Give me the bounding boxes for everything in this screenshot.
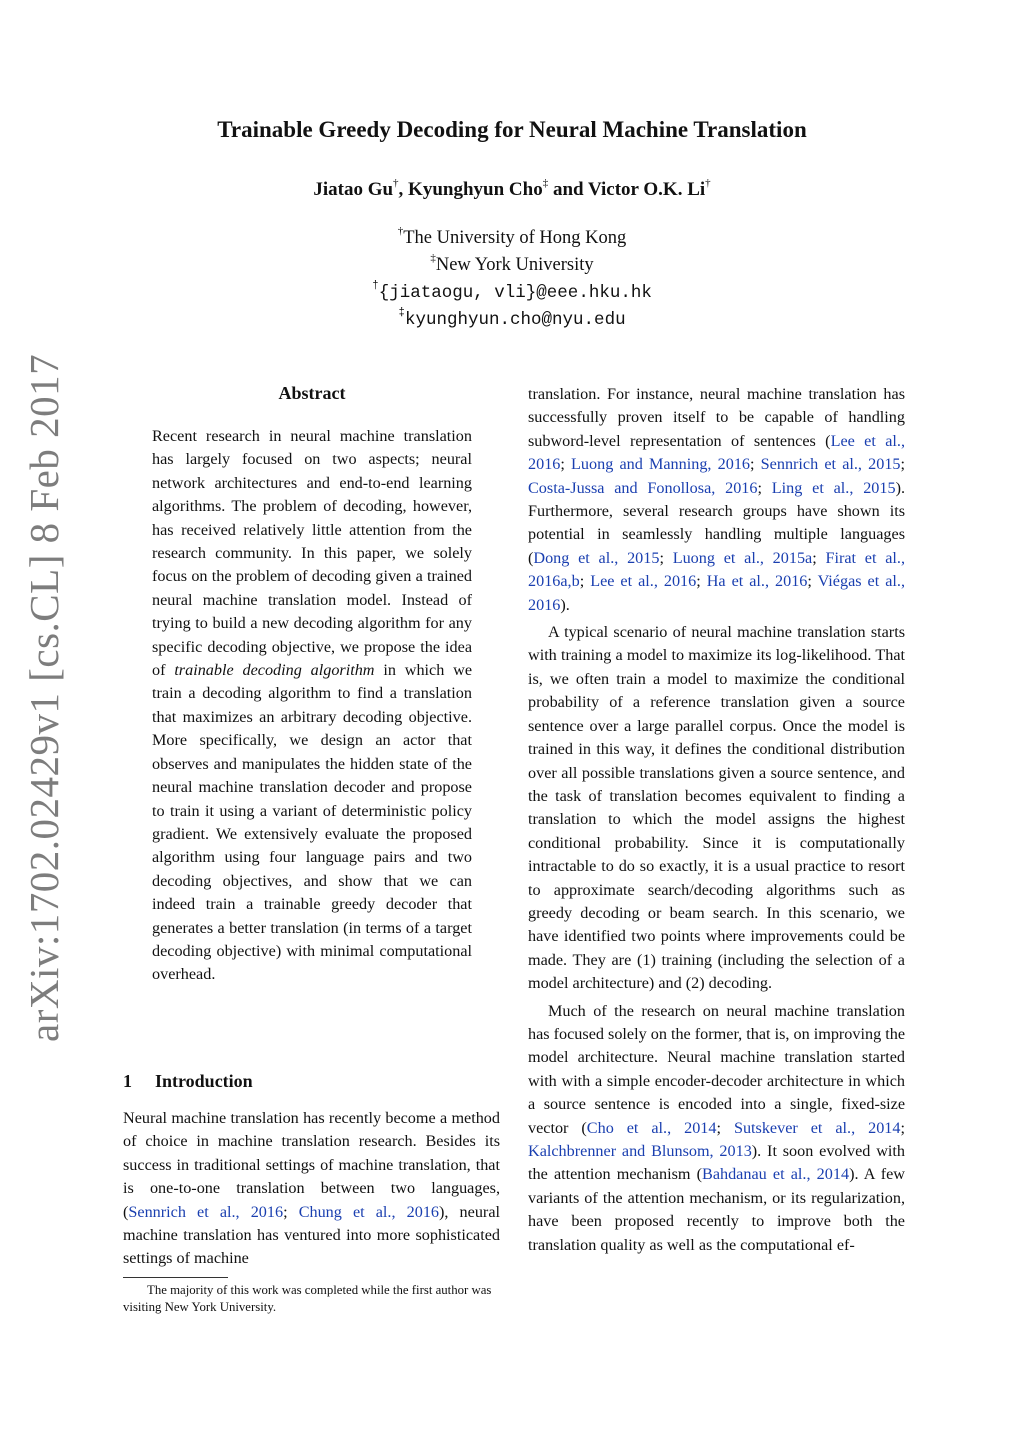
citation-link[interactable]: Luong et al., 2015a (672, 548, 813, 567)
author-name: Kyunghyun Cho (408, 179, 543, 200)
citation-link[interactable]: Bahdanau et al., 2014 (702, 1165, 850, 1184)
author-separator: , (398, 179, 409, 200)
affiliation-text: The University of Hong Kong (403, 228, 627, 248)
citation-separator: ; (579, 572, 591, 591)
body-text: ). It soon evolved with the attention mechanism ( (528, 1142, 905, 1184)
citation-separator: ; (283, 1202, 299, 1221)
affiliation-mark: ‡ (398, 307, 406, 319)
section-number: 1 (123, 1071, 132, 1091)
email-line (0, 307, 1024, 330)
right-column (528, 383, 905, 1257)
citation-separator: ; (900, 1118, 905, 1137)
body-text: ). (560, 595, 570, 614)
affiliation-line (0, 252, 1024, 276)
body-text: Much of the research on neural machine translation has focused solely on the former, that is, on improving the model architecture. Neural machine translation started with with a simple encoder-decoder architecture in which a source sentence is encoded into a single, fixed-size vector ( (528, 1001, 905, 1137)
body-paragraph: A typical scenario of neural machine translation starts with training a model to maximize its log-likelihood. That is, we often train a model to maximize the conditional probability of a reference translation given a source sentence over a large parallel corpus. Once the model is trained in this way, it defines the conditional distribution over all possible translations given a source sentence, and the task of translation becomes equivalent to finding a translation to which the model assigns the highest conditional probability. Since it is computationally intractable to do so exactly, it is a usual practice to resort to approximate search/decoding algorithms such as greedy decoding or beam search. In this scenario, we have identified two points where improvements could be made. They are (1) training (including the selection of a model architecture) and (2) decoding. (528, 623, 905, 993)
abstract-text: in which we train a decoding algorithm to find a translation that maximizes an arbitrary decoding objective. More specifically, we design an actor that observes and manipulates the hidden state of the neural machine translation decoder and propose to train it using a variant of deterministic policy gradient. We extensively evaluate the proposed algorithm using four language pairs and two decoding objectives, and show that we can indeed train a trainable greedy decoder that generates a better translation (in terms of a target decoding objective) with minimal computational overhead. (152, 661, 473, 984)
citation-link[interactable]: Lee et al., 2016 (528, 431, 905, 474)
footnote (123, 1282, 500, 1315)
citation-link[interactable]: Chung et al., 2016 (298, 1202, 440, 1221)
body-paragraph (123, 1107, 500, 1271)
paper-title: Trainable Greedy Decoding for Neural Machine Translation (217, 117, 807, 142)
citation-separator: ; (900, 455, 906, 474)
affiliation-mark: † (372, 280, 379, 292)
footnote-rule (123, 1277, 228, 1278)
body-paragraph (528, 1000, 905, 1257)
abstract-emphasis: trainable decoding algorithm (174, 661, 375, 680)
citation-separator: ; (812, 548, 826, 567)
arxiv-stamp: arXiv:1702.02429v1 [cs.CL] 8 Feb 2017 (21, 353, 67, 1042)
body-text: ). A few variants of the attention mechanism, or its regularization, have been proposed recently to improve both the translation quality as well as the computational ef- (528, 1165, 905, 1254)
affiliation-mark: † (393, 177, 399, 189)
citation-link[interactable]: Ling et al., 2015 (771, 478, 896, 497)
section-title: Introduction (155, 1071, 253, 1091)
citation-separator: ; (807, 572, 818, 591)
citation-separator: ; (716, 1118, 734, 1137)
email-text: {jiataogu, vli}@eee.hku.hk (378, 283, 652, 303)
intro-left-column (123, 1107, 500, 1271)
author-name: Victor O.K. Li (588, 179, 706, 200)
citation-link[interactable]: Firat et al., 2016a,b (528, 548, 906, 591)
citation-link[interactable]: Sutskever et al., 2014 (733, 1118, 901, 1137)
affiliation-mark: ‡ (542, 177, 549, 189)
email-line (0, 280, 1024, 303)
citation-link[interactable]: Dong et al., 2015 (533, 548, 660, 567)
author-name: Jiatao Gu (313, 179, 394, 200)
body-text: translation. For instance, neural machine translation has successfully proven itself to be capable of handling subword-level representation of sentences ( (528, 385, 905, 450)
affiliation-line (0, 225, 1024, 249)
affiliation-mark: ‡ (430, 252, 436, 264)
citation-link[interactable]: Luong and Manning, 2016 (571, 455, 751, 474)
citation-link[interactable]: Costa-Jussa and Fonollosa, 2016 (528, 478, 758, 497)
body-text: ). Furthermore, several research groups have shown its potential in seamlessly handling multiple languages ( (528, 478, 906, 567)
citation-separator: ; (750, 455, 761, 474)
affiliation-text: New York University (435, 255, 594, 275)
citation-separator: ; (757, 478, 772, 497)
section-heading (123, 1071, 253, 1092)
abstract-heading: Abstract (278, 383, 346, 403)
abstract-text: Recent research in neural machine translation has largely focused on two aspects; neural network architectures and end-to-end learning algorithms. The problem of decoding, however, has received relatively little attention from the research community. In this paper, we solely focus on the problem of decoding given a trained neural machine translation model. Instead of trying to build a new decoding algorithm for any specific decoding objective, we propose the idea of (152, 427, 472, 680)
citation-separator: ; (560, 455, 572, 474)
affiliation-mark: † (705, 177, 711, 189)
body-text: Neural machine translation has recently become a method of choice in machine translation research. Besides its success in traditional settings of machine translation, that is one-to-one translation between two languages, ( (123, 1109, 500, 1221)
email-text: kyunghyun.cho@nyu.edu (405, 310, 626, 330)
citation-link[interactable]: Ha et al., 2016 (706, 572, 808, 591)
author-list (0, 177, 1024, 201)
body-text: ), neural machine translation has ventured into more sophisticated settings of machine (123, 1202, 501, 1268)
abstract-body (152, 425, 472, 987)
citation-link[interactable]: Sennrich et al., 2016 (128, 1202, 284, 1221)
citation-link[interactable]: Viégas et al., 2016 (528, 572, 905, 614)
citation-separator: ; (659, 548, 673, 567)
citation-link[interactable]: Cho et al., 2014 (586, 1118, 717, 1137)
citation-link[interactable]: Sennrich et al., 2015 (760, 455, 901, 474)
body-paragraph (528, 383, 905, 617)
citation-link[interactable]: Kalchbrenner and Blunsom, 2013 (528, 1142, 752, 1160)
abstract-paragraph (152, 425, 472, 987)
citation-link[interactable]: Lee et al., 2016 (590, 572, 697, 591)
footnote-text: The majority of this work was completed while the first author was visiting New York University. (123, 1283, 492, 1314)
author-separator: and (548, 179, 588, 200)
affiliation-mark: † (397, 225, 404, 237)
citation-separator: ; (696, 572, 707, 591)
